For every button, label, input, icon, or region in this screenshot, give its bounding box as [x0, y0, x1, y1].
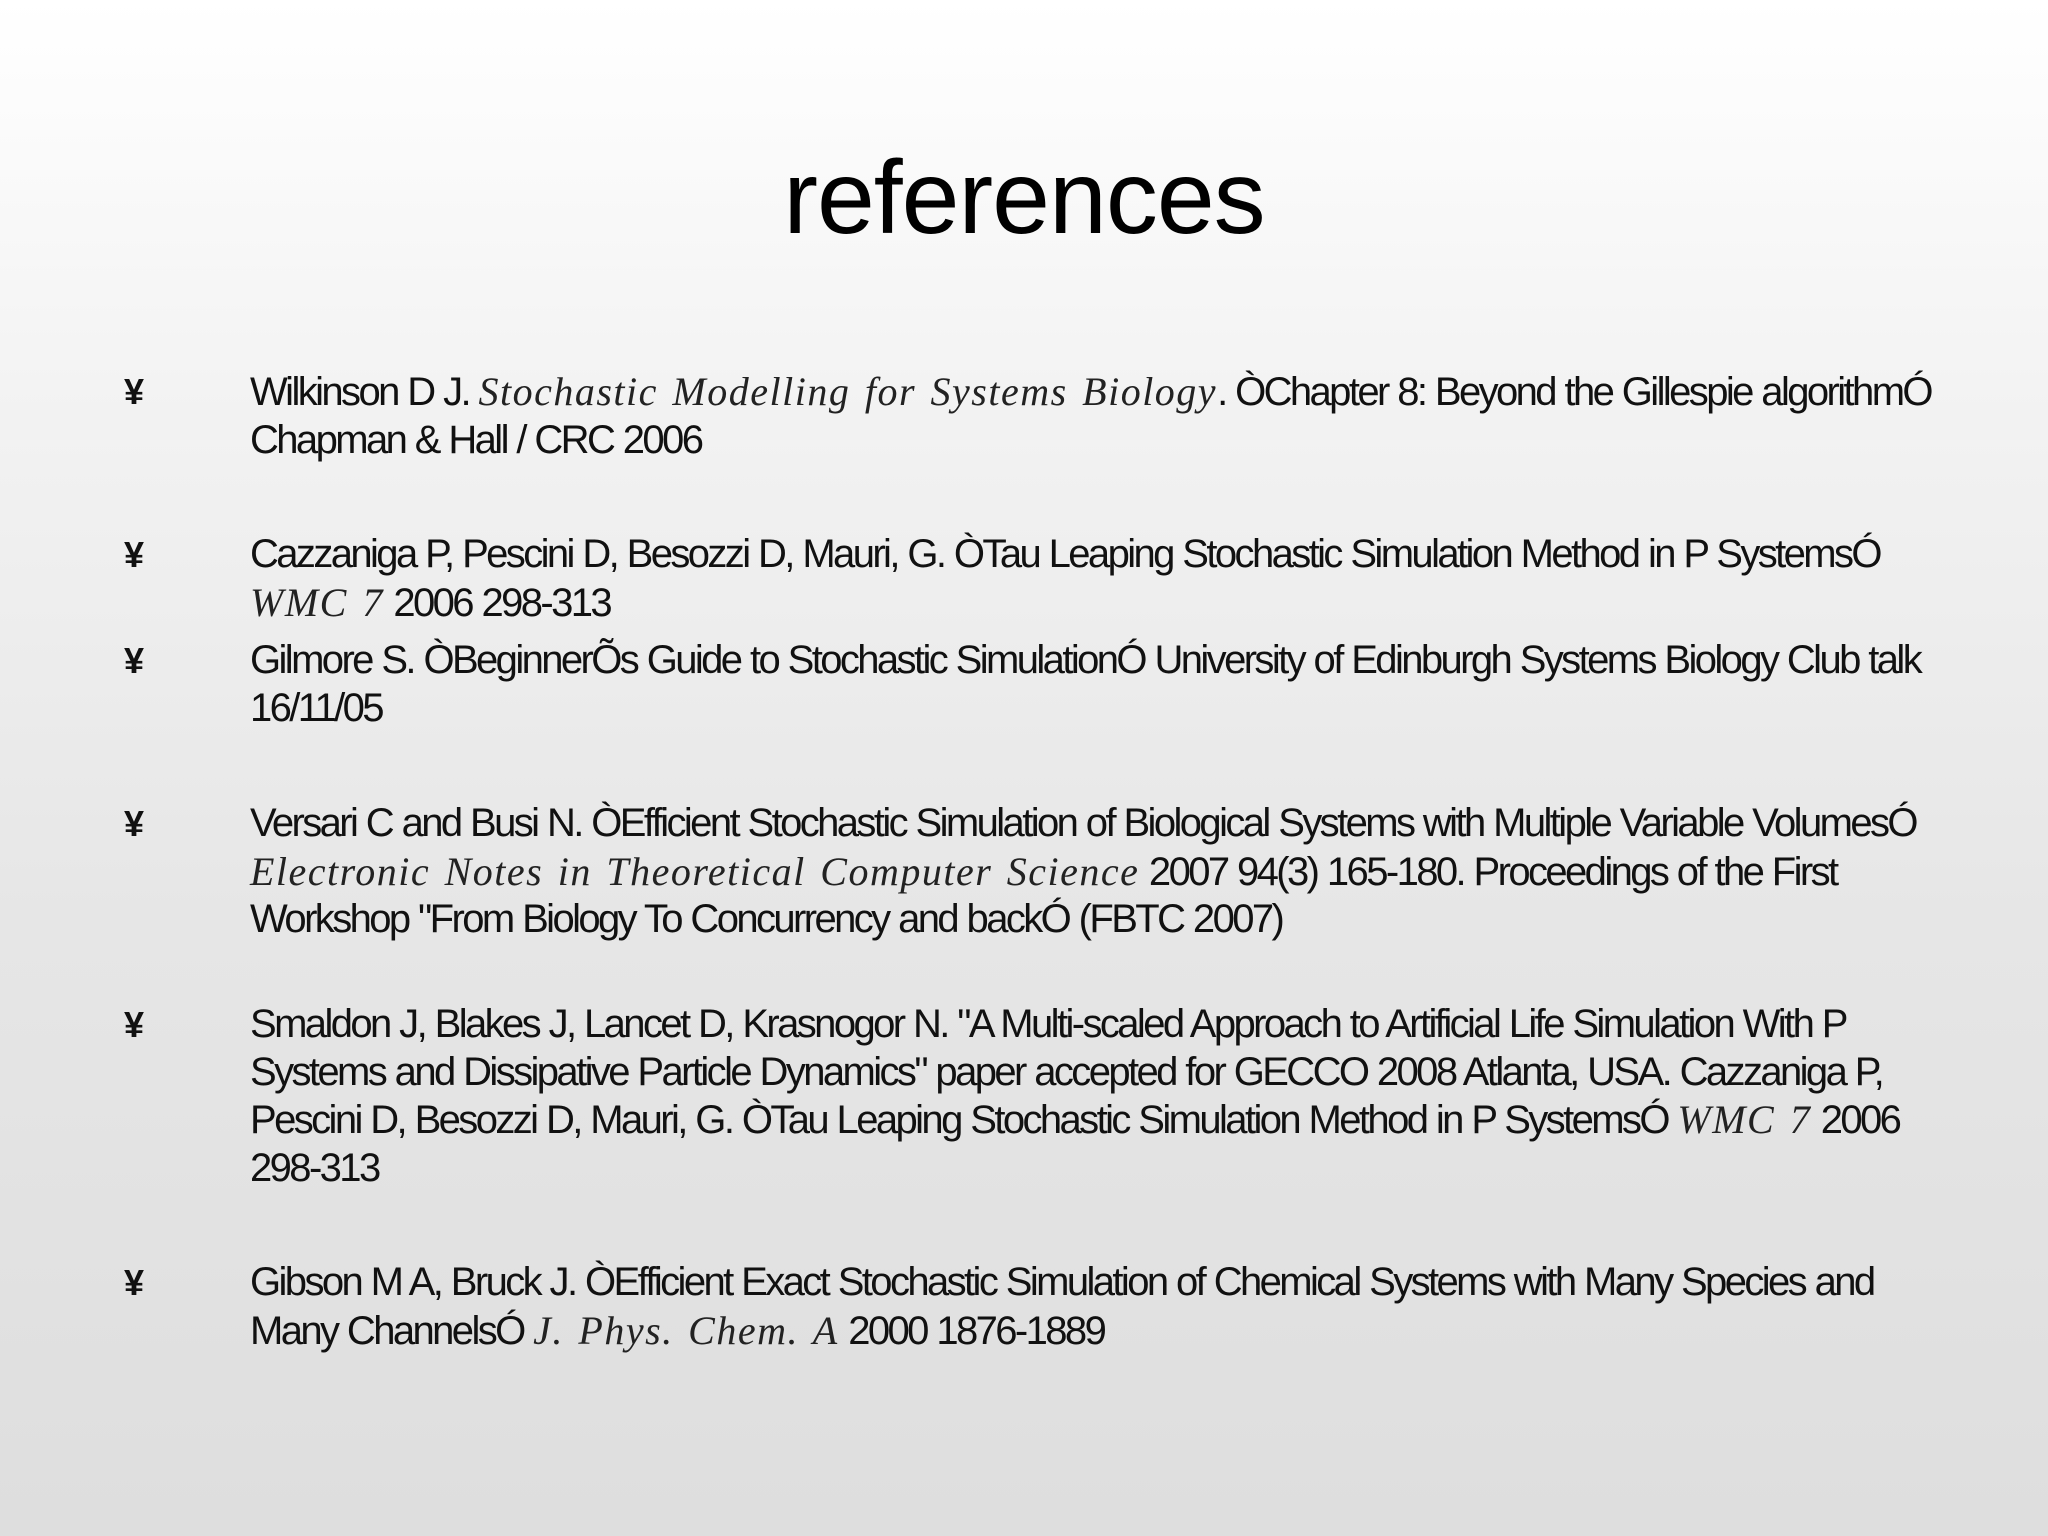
reference-text	[250, 1001, 1950, 1192]
reference-details: 2006 298-313	[250, 1098, 1900, 1190]
reference-details: 2000 1876-1889	[838, 1308, 1105, 1353]
bullet-marker: ¥	[124, 803, 145, 844]
bullet-marker: ¥	[124, 371, 145, 412]
reference-author: Versari C and Busi N. ÒEfficient Stochastic Simulation of Biological Systems with Multiple Variable VolumesÓ	[250, 801, 1916, 845]
bullet-marker: ¥	[124, 1262, 145, 1303]
reference-journal: J. Phys. Chem. A	[533, 1307, 839, 1353]
bullet-marker: ¥	[124, 640, 145, 681]
reference-text	[250, 531, 1950, 627]
reference-details: 2007 94(3) 165-180. Proceedings of the First Workshop "From Biology To Concurrency and backÓ (FBTC 2007)	[250, 849, 1837, 941]
reference-book-title: Stochastic Modelling for Systems Biology	[478, 369, 1218, 414]
reference-author: Wilkinson D J.	[250, 370, 479, 414]
reference-venue: WMC 7	[250, 579, 384, 625]
reference-author: Gibson M A, Bruck J. ÒEfficient Exact Stochastic Simulation of Chemical Systems with Many Species and Many ChannelsÓ	[250, 1260, 1874, 1353]
reference-author: Cazzaniga P, Pescini D, Besozzi D, Mauri, G. ÒTau Leaping Stochastic Simulation Method in P SystemsÓ	[250, 532, 1880, 576]
reference-author: Gilmore S. ÒBeginnerÕs Guide to Stochastic SimulationÓ University of Edinburgh Systems Biology Club talk 16/11/05	[250, 638, 1921, 730]
bullet-marker: ¥	[124, 1004, 145, 1045]
reference-details: . ÒChapter 8: Beyond the Gillespie algorithmÓ Chapman & Hall / CRC 2006	[250, 370, 1931, 462]
slide-title: references	[783, 140, 1265, 256]
reference-text	[250, 800, 1950, 944]
reference-text	[250, 637, 1950, 732]
reference-author: Smaldon J, Blakes J, Lancet D, Krasnogor N. "A Multi-scaled Approach to Artificial Life Simulation With P Systems and Dissipative Particle Dynamics" paper accepted for GECCO 2008 Atlanta, USA. Cazzaniga P, Pescini D, Besozzi D, Mauri, G. ÒTau Leaping Stochastic Simulation Method in P SystemsÓ	[250, 1002, 1883, 1142]
reference-journal: Electronic Notes in Theoretical Computer Science	[250, 848, 1140, 894]
reference-venue: WMC 7	[1677, 1097, 1812, 1142]
reference-text	[250, 368, 1950, 464]
reference-details: 2006 298-313	[383, 580, 611, 625]
reference-text	[250, 1259, 1950, 1355]
bullet-marker: ¥	[124, 534, 145, 575]
